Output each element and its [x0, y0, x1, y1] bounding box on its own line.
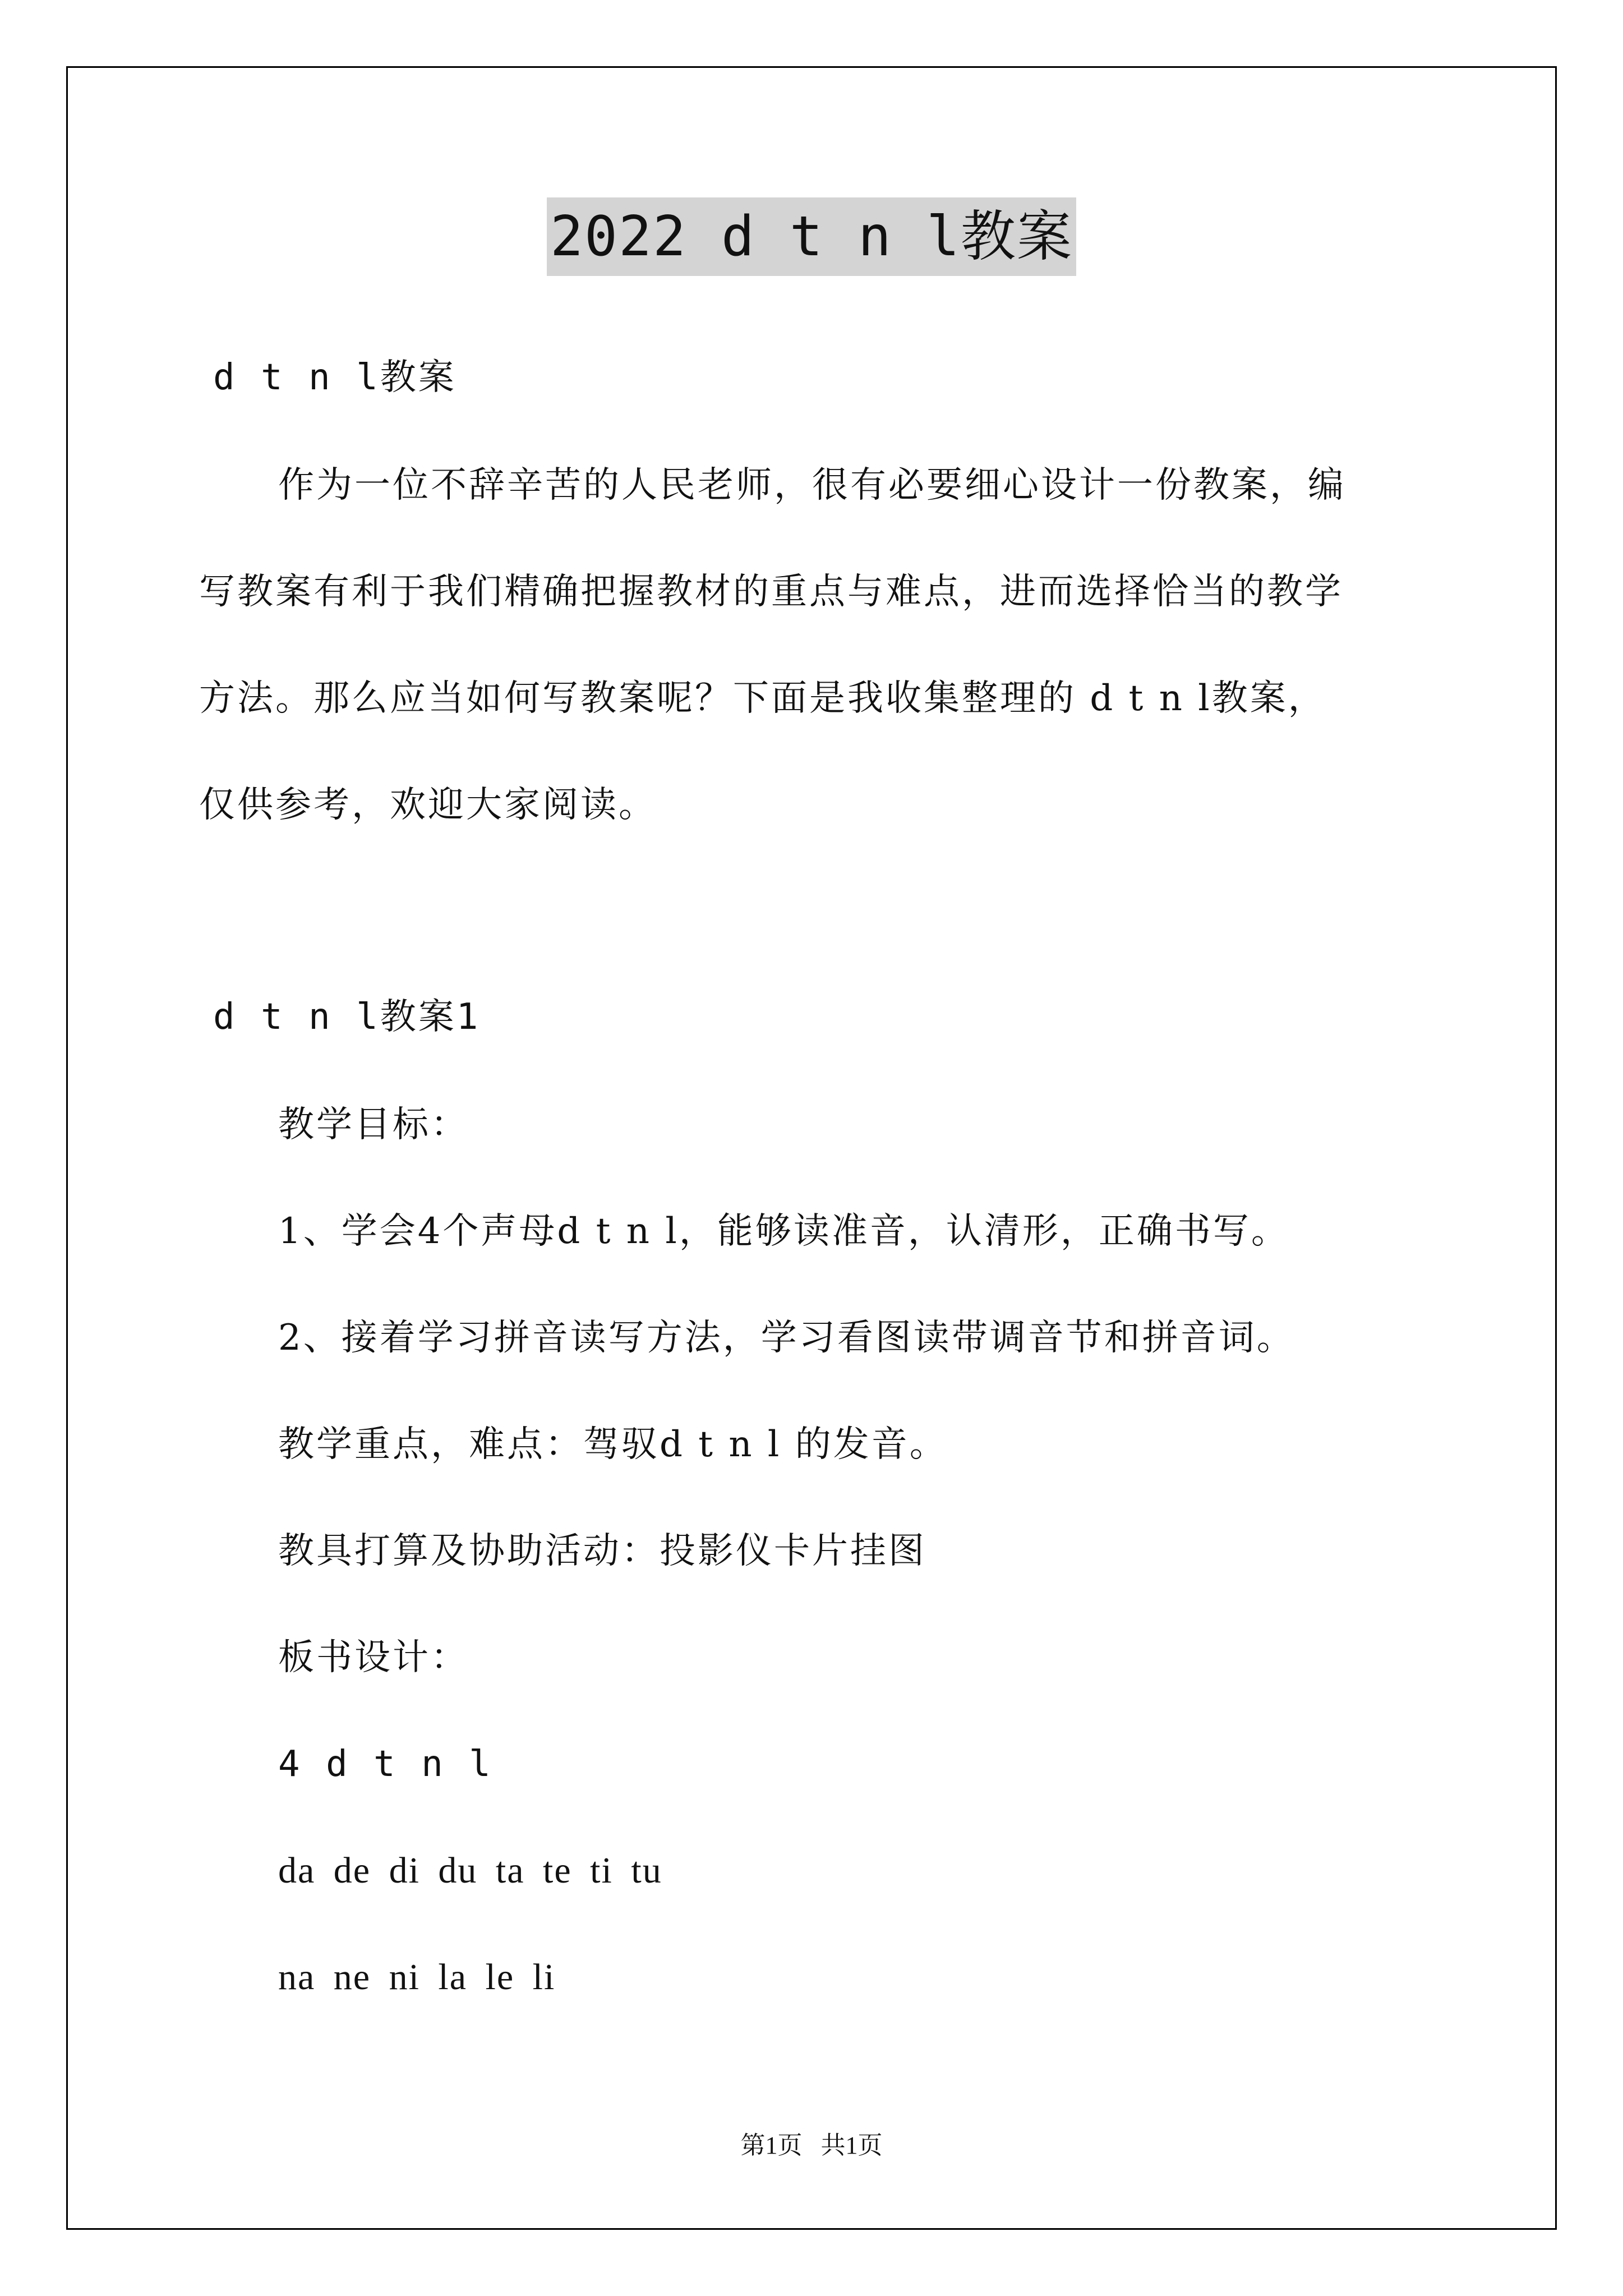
document-subtitle: d t n l教案: [213, 357, 457, 398]
document-title: 2022 d t n l教案: [547, 197, 1076, 276]
body-line-5: 教具打算及协助活动：投影仪卡片挂图: [278, 1530, 926, 1572]
intro-line-2: 写教案有利于我们精确把握教材的重点与难点，进而选择恰当的教学: [199, 571, 1343, 613]
section-heading: d t n l教案1: [213, 996, 481, 1038]
body-line-3: 2、接着学习拼音读写方法，学习看图读带调音节和拼音词。: [278, 1317, 1295, 1359]
body-line-8: da de di du ta te ti tu: [278, 1850, 662, 1891]
intro-line-4: 仅供参考，欢迎大家阅读。: [199, 784, 657, 826]
intro-line-1: 作为一位不辞辛苦的人民老师，很有必要细心设计一份教案，编: [278, 464, 1346, 506]
body-line-6: 板书设计：: [278, 1637, 469, 1678]
body-line-4: 教学重点，难点：驾驭d t n l 的发音。: [278, 1424, 948, 1465]
title-container: [0, 197, 1623, 276]
body-line-7: 4 d t n l: [278, 1743, 493, 1785]
body-line-2: 1、学会4个声母d t n l，能够读准音，认清形，正确书写。: [278, 1211, 1289, 1252]
body-line-1: 教学目标：: [278, 1104, 469, 1145]
body-line-9: na ne ni la le li: [278, 1957, 556, 1998]
page-footer: 第1页 共1页: [740, 2132, 883, 2159]
intro-line-3: 方法。那么应当如何写教案呢？下面是我收集整理的 d t n l教案，: [199, 678, 1326, 719]
